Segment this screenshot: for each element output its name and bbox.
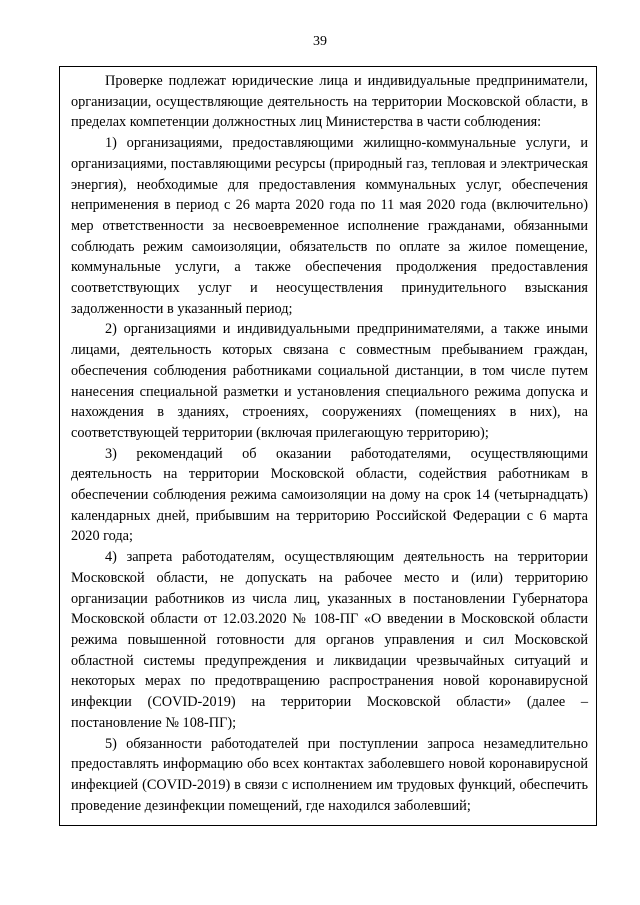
paragraph-item-2: 2) организациями и индивидуальными предпринимателями, а также иными лицами, деятельность которых связана с совместным пребыванием граждан, обеспечения соблюдения работниками социальной дистанции, в том числе путем нанесения специальной разметки и установления специального режима допуска и нахождения в зданиях, строениях, сооружениях (помещениях в них), на соответствующей территории (включая прилегающую территорию); bbox=[71, 321, 588, 441]
paragraph-item-5: 5) обязанности работодателей при поступлении запроса незамедлительно предоставлять информацию обо всех контактах заболевшего новой коронавирусной инфекцией (COVID-2019) в связи с исполнением им трудовых функций, обеспечить проведение дезинфекции помещений, где находился заболевший; bbox=[71, 735, 588, 814]
paragraph-item-3: 3) рекомендаций об оказании работодателями, осуществляющими деятельность на территории Московской области, содействия работникам в обеспечении соблюдения режима самоизоляции на дому на срок 14 (четырнадцать) календарных дней, прибывшим на территорию Российской Федерации с 6 марта 2020 года; bbox=[71, 445, 588, 545]
document-frame bbox=[59, 66, 597, 826]
paragraph-intro: Проверке подлежат юридические лица и индивидуальные предприниматели, организации, осуществляющие деятельность на территории Московской области, в пределах компетенции должностных лиц Министерства в части соблюдения: bbox=[71, 73, 588, 131]
paragraph-item-4: 4) запрета работодателям, осуществляющим деятельность на территории Московской области, не допускать на рабочее место и (или) территорию организации работников из числа лиц, указанных в постановлении Губернатора Московской области от 12.03.2020 № 108-ПГ «О введении в Московской области режима повышенной готовности для органов управления и сил Московской областной системы предупреждения и ликвидации чрезвычайных ситуаций и некоторых мерах по предотвращению распространения новой коронавирусной инфекции (COVID-2019) на территории Московской области» (далее – постановление № 108-ПГ); bbox=[71, 549, 588, 731]
paragraph-item-1: 1) организациями, предоставляющими жилищно-коммунальные услуги, и организациями, поставляющими ресурсы (природный газ, тепловая и электрическая энергия), необходимые для предоставления коммунальных услуг, обеспечения неприменения в период с 26 марта 2020 года по 11 мая 2020 года (включительно) мер ответственности за несвоевременное исполнение гражданами, обязанными соблюдать режим самоизоляции, обязательств по оплате за жилое помещение, коммунальные услуги, а также обеспечения продолжения предоставления соответствующих услуг и неосуществления принудительного взыскания задолженности в указанный период; bbox=[71, 135, 588, 317]
page-number: 39 bbox=[313, 34, 327, 49]
